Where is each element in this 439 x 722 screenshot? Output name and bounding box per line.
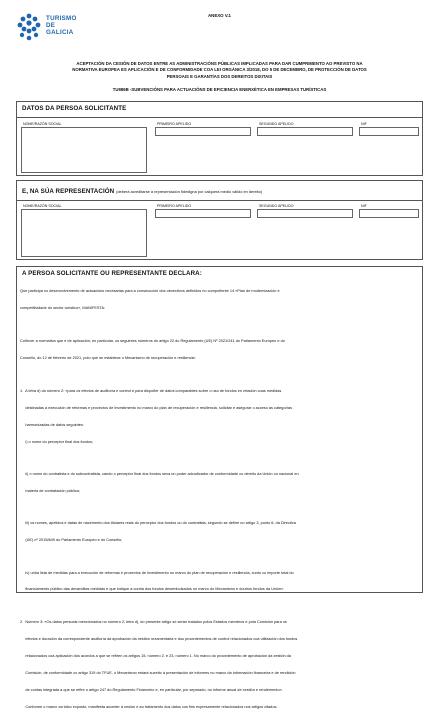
- item-1-line: iv) unha lista de medidas para a execución de reformas e proxectos de investimento no marco do plan de recuperación e resiliencia, xunto co importe total do: [20, 570, 294, 575]
- field-label-name: NOME/RAZÓN SOCIAL: [23, 204, 62, 208]
- heading-line: PERSOAIS E GARANTÍAS DOS DEREITOS DIXITAIS: [166, 73, 273, 79]
- applicant-first-surname-field[interactable]: [155, 127, 251, 136]
- item-1-line: materia de contratación pública;: [20, 488, 80, 493]
- field-label-second-surname: SEGUNDO APELIDO: [259, 122, 294, 126]
- intro-line: Que participa no desenvolvemento de actuacións necesarias para a consecución dos obxectivos definidos no compoñente 14 «Plan de modernización e: [20, 289, 280, 294]
- representative-section: [16, 180, 423, 260]
- item-1-line: [20, 457, 422, 461]
- declaration-body: [20, 278, 422, 722]
- field-label-name: NOME/RAZÓN SOCIAL: [23, 122, 62, 126]
- section-title: A PERSOA SOLICITANTE OU REPRESENTANTE DECLARA:: [22, 270, 202, 277]
- field-label-first-surname: PRIMEIRO APELIDO: [157, 204, 192, 208]
- applicant-name-field[interactable]: [21, 127, 147, 173]
- item-1-line: ii) o nome do contratista e do subcontratista, cando o perceptor final dos fondos sexa un poder adxudicador de conformidade co dereito da Unión ou nacional en: [20, 472, 299, 476]
- representative-name-field[interactable]: [21, 209, 147, 257]
- item-1-line: [20, 506, 422, 510]
- item-1-line: i) o nome do perceptor final dos fondos;: [20, 439, 94, 444]
- heading-line: ACEPTACIÓN DA CESIÓN DE DATOS ENTRE AS ADMINISTRACIÓNS PÚBLICAS IMPLICADAS PARA DAR CUMPRIMENTO AO PREVISTO NA: [76, 61, 363, 66]
- applicant-nif-field[interactable]: [359, 127, 419, 136]
- intro-line: competitividade do sector turístico», MANIFESTA:: [20, 306, 106, 311]
- item-1-line: [20, 555, 422, 559]
- item-2-line: efectos e duración da correspondente auditoría da aprobación da xestión orzamentaria e dos procedementos de control relacionados coa utilización dos fondos: [20, 636, 298, 641]
- document-heading: [18, 61, 421, 80]
- field-label-first-surname: PRIMEIRO APELIDO: [157, 122, 192, 126]
- applicant-data-section: [16, 101, 423, 176]
- heading-line: NORMATIVA EUROPEA ES APLICACIÓN E DE CONFORMIDADE COA LEI ORGÁNICA 3/2018, DO 5 DE DECEMBRO, DE PROTECCIÓN DE DATOS: [72, 67, 367, 73]
- section-title-text: E, NA SÚA REPRESENTACIÓN: [22, 188, 115, 195]
- procedure-title: TU986B -SUBVENCIÓNS PARA ACTUACIÓNS DE EFICIENCIA ENERXÉTICA EN EMPRESAS TURÍSTICAS: [112, 87, 327, 92]
- logo-wordmark: [46, 15, 77, 37]
- item-2-line: 2. Número 3: «Os datos persoais mencionados no número 2, letra d), do presente artigo só serán tratados polos Estados membros e pola Comisión para os: [20, 619, 287, 624]
- item-2-line: Comisión, de conformidade co artigo 319 do TFUE, o Mecanismo estará suxeito á presentación de informes no marco da información financeira e de rendición: [20, 670, 296, 675]
- field-label-nif: NIF: [361, 122, 367, 126]
- item-2-line: de contas integrada a que se refire o artigo 247 do Regulamento Financeiro e, en particular, por separado, no informe anual de xestión e rendemento».: [20, 687, 283, 692]
- item-1-line: destinadas á execución de reformas e proxectos de investimento no marco do plan de recuperación e resiliencia, solicitar e asegurar o acceso ás categorías: [20, 405, 292, 410]
- representative-nif-field[interactable]: [359, 209, 419, 218]
- applicant-second-surname-field[interactable]: [257, 127, 353, 136]
- item-1-line: (UE) nº 2015/849 do Parlamento Europeo e do Consello;: [20, 538, 123, 543]
- item-1-line: harmonizadas de datos seguintes:: [20, 422, 84, 427]
- logo-line-1: TURISMO: [46, 15, 77, 22]
- item-1-line: iii) os nomes, apelidos e datas de nacemento dos titulares reais do perceptor dos fondos ou do contratista, segundo se define no artigo 3, punto 6, da Directiva: [20, 521, 296, 526]
- representative-first-surname-field[interactable]: [155, 209, 251, 218]
- section-title: DATOS DA PERSOA SOLICITANTE: [22, 105, 127, 112]
- section-divider: [17, 117, 422, 118]
- declaration-section: [16, 266, 423, 709]
- field-label-second-surname: SEGUNDO APELIDO: [259, 204, 294, 208]
- section-divider: [17, 200, 422, 201]
- item-2-line: relacionados coa aplicación dos acordos a que se refiren os artigos 15, número 2, e 23, número 1. No marco do procedemento de aprobación da xestión da: [20, 653, 291, 658]
- item-2-line: Conforme o marco xurídico exposto, manifesta acceder á cesión e ao tratamento dos datos cos fins expresamente relacionados nos artigos citados.: [20, 704, 278, 709]
- section-title: [22, 188, 262, 195]
- item-1-line: 1. A letra d) do número 2: «para os efectos de auditoría e control e para dispoñer de datos comparables sobre o uso de fondos en relación coas medidas: [20, 388, 282, 393]
- logo-line-2: DE: [46, 22, 56, 30]
- paragraph-line: Coñecer a normativa que é de aplicación, en particular, os seguintes números do artigo 22 do Regulamento (UE) Nº 2021/241 do Parlamento Europeo e do: [20, 338, 285, 343]
- item-1-line: financiamento público das devanditas medidas e que indique a contía dos fondos desembolsados no marco do Mecanismo e doutros fondos da Unión».: [20, 587, 285, 592]
- section-note: (deberá acreditarse a representación fidedigna por calquera medio válido en dereito): [116, 189, 263, 194]
- field-label-nif: NIF: [361, 204, 367, 208]
- paragraph-line: Consello, do 12 de febreiro de 2021, polo que se establece o Mecanismo de recuperación e resiliencia:: [20, 355, 196, 360]
- representative-second-surname-field[interactable]: [257, 209, 353, 218]
- logo-line-3: GALICIA: [46, 29, 74, 37]
- annex-label: ANEXO V.1: [207, 13, 232, 18]
